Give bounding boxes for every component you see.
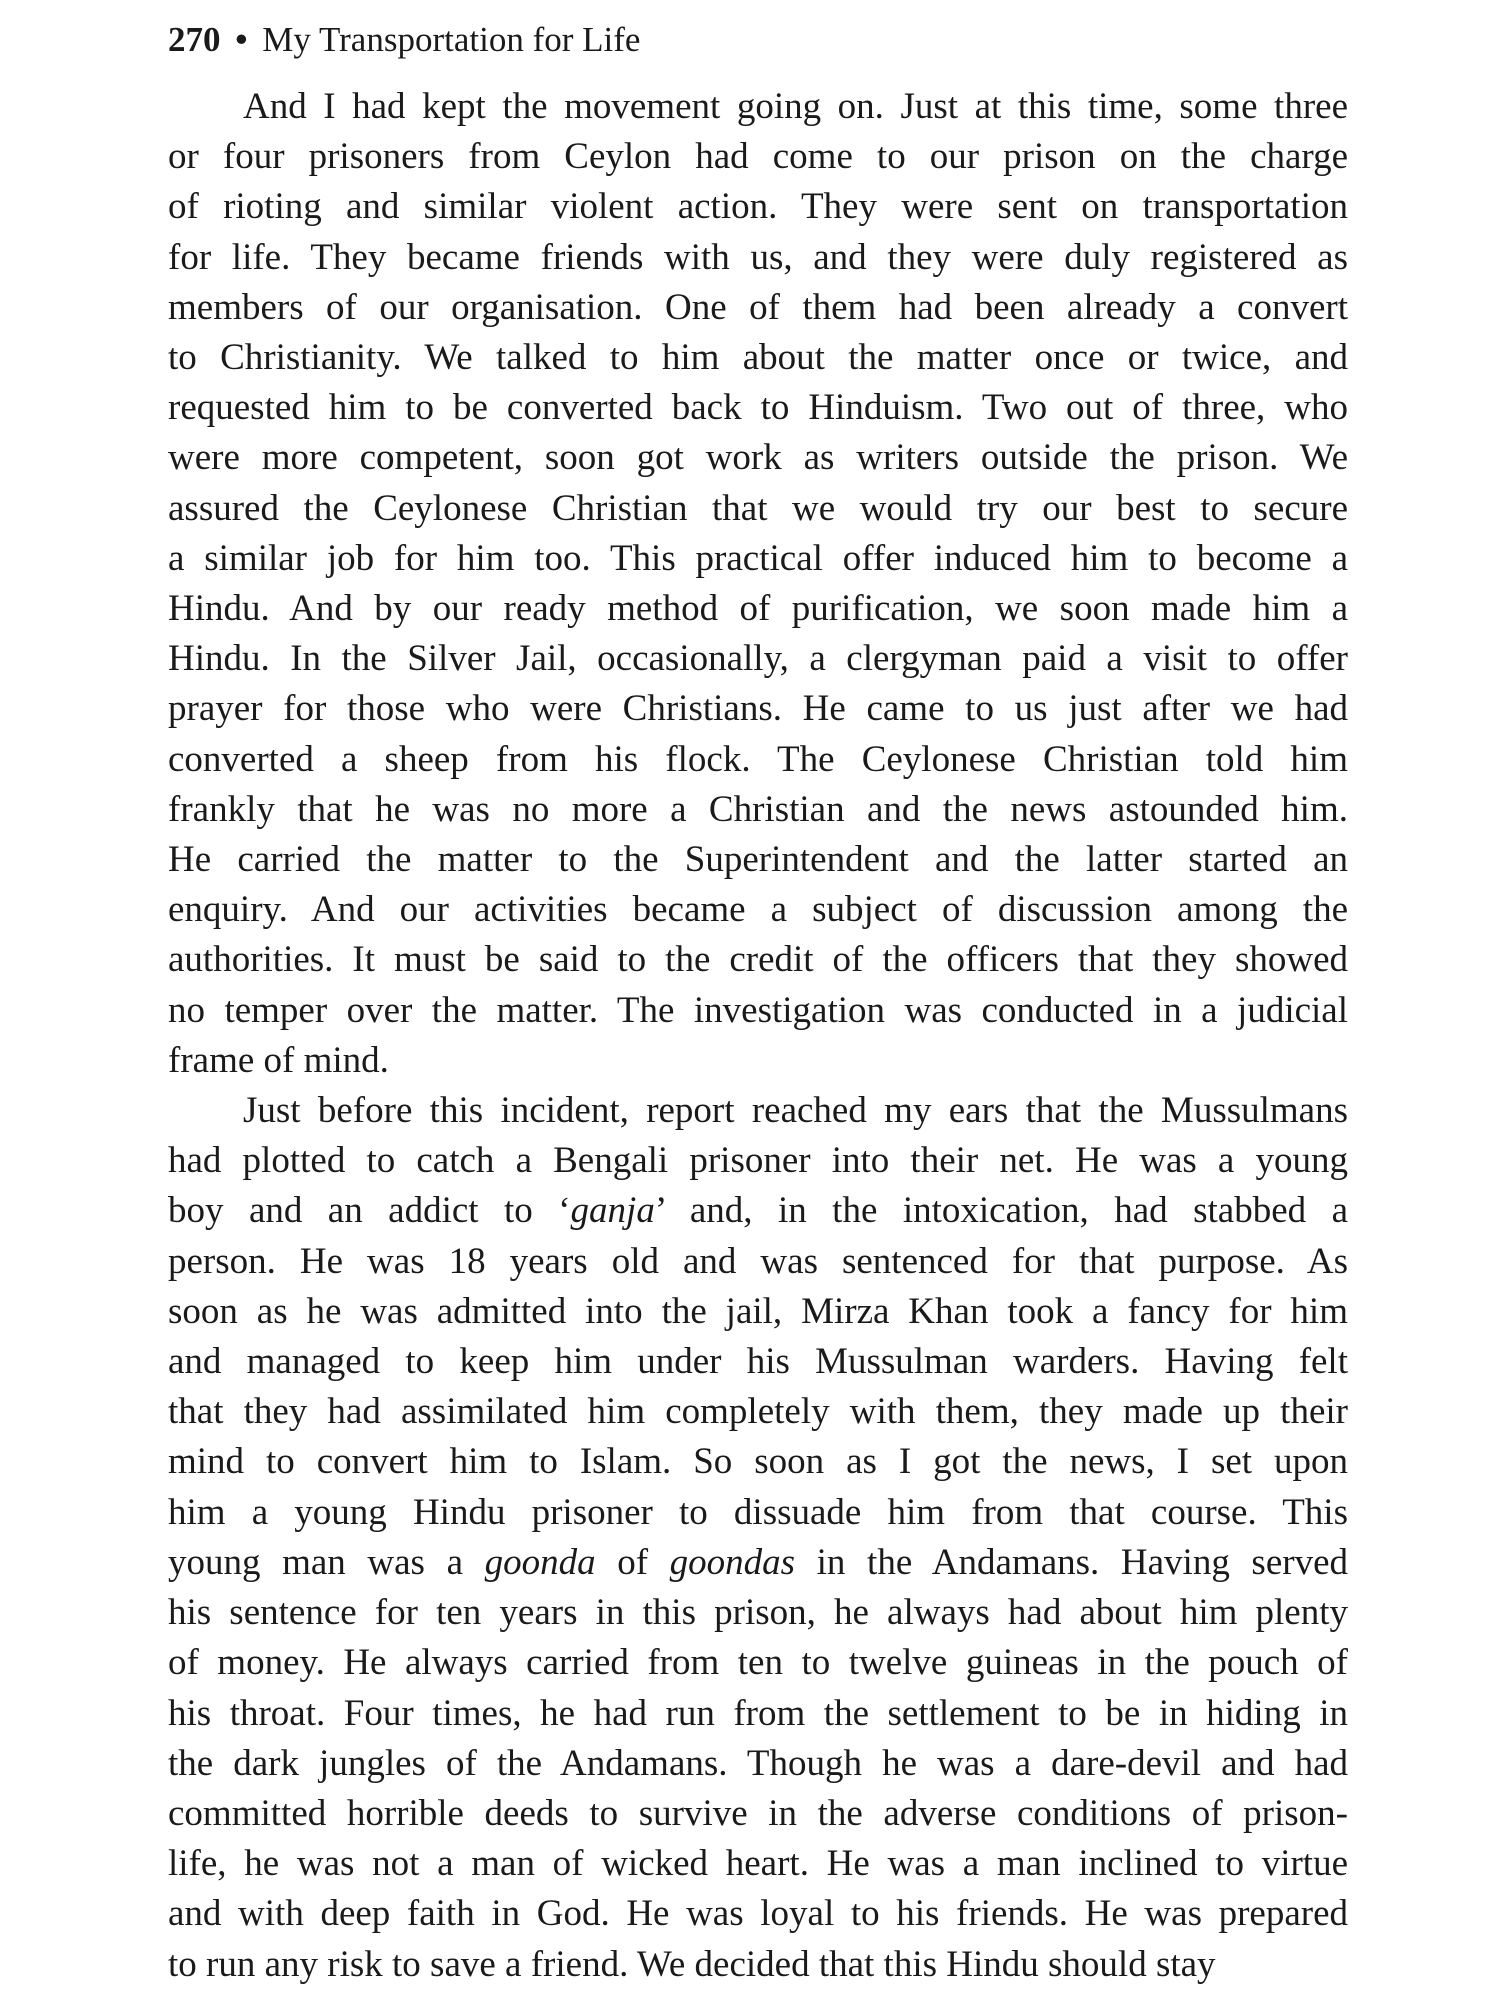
page-number: 270	[168, 20, 221, 59]
text-line: boy and an addict to ‘ganja’ and, in the intoxication, had stabbed a	[168, 1190, 1348, 1232]
text-line: the dark jungles of the Andamans. Though he was a dare-devil and had	[168, 1742, 1348, 1784]
running-header	[168, 20, 1348, 60]
text-line: soon as he was admitted into the jail, Mirza Khan took a fancy for him	[168, 1290, 1348, 1332]
book-title: My Transportation for Life	[262, 20, 641, 59]
text-line: him a young Hindu prisoner to dissuade him from that course. This	[168, 1491, 1348, 1533]
text-line: of money. He always carried from ten to twelve guineas in the pouch of	[168, 1642, 1348, 1684]
text-line: Hindu. And by our ready method of purification, we soon made him a	[168, 588, 1348, 630]
text-line: enquiry. And our activities became a subject of discussion among the	[168, 889, 1348, 931]
text-line: no temper over the matter. The investigation was conducted in a judicial	[168, 989, 1348, 1031]
text-line: life, he was not a man of wicked heart. He was a man inclined to virtue	[168, 1843, 1348, 1885]
text-line: assured the Ceylonese Christian that we would try our best to secure	[168, 487, 1348, 529]
text-line: members of our organisation. One of them had been already a convert	[168, 286, 1348, 328]
text-line: his throat. Four times, he had run from the settlement to be in hiding in	[168, 1692, 1348, 1734]
text-line: and with deep faith in God. He was loyal to his friends. He was prepared	[168, 1893, 1348, 1935]
text-line: were more competent, soon got work as writers outside the prison. We	[168, 437, 1348, 479]
text-line: and managed to keep him under his Mussulman warders. Having felt	[168, 1341, 1348, 1383]
text-line: prayer for those who were Christians. He came to us just after we had	[168, 688, 1348, 730]
text-line: Hindu. In the Silver Jail, occasionally, a clergyman paid a visit to offer	[168, 638, 1348, 680]
text-line: frankly that he was no more a Christian and the news astounded him.	[168, 788, 1348, 830]
text-line: had plotted to catch a Bengali prisoner into their net. He was a young	[168, 1140, 1348, 1182]
text-line: committed horrible deeds to survive in the adverse conditions of prison-	[168, 1792, 1348, 1834]
text-line: a similar job for him too. This practical offer induced him to become a	[168, 537, 1348, 579]
text-line: And I had kept the movement going on. Just at this time, some three	[243, 86, 1348, 127]
text-line: young man was a goonda of goondas in the Andamans. Having served	[168, 1541, 1349, 1583]
text-line: for life. They became friends with us, and they were duly registered as	[168, 236, 1348, 278]
text-line: that they had assimilated him completely with them, they made up their	[168, 1391, 1348, 1433]
text-line: Just before this incident, report reached my ears that the Mussulmans	[243, 1090, 1348, 1132]
text-line: person. He was 18 years old and was sentenced for that purpose. As	[168, 1240, 1348, 1282]
paragraph-1	[168, 82, 1348, 1086]
book-page	[168, 20, 1348, 1990]
text-line: converted a sheep from his flock. The Ceylonese Christian told him	[168, 738, 1348, 780]
text-line: to Christianity. We talked to him about the matter once or twice, and	[168, 337, 1348, 379]
text-line: or four prisoners from Ceylon had come to our prison on the charge	[168, 136, 1348, 178]
text-line: He carried the matter to the Superintendent and the latter started an	[168, 839, 1348, 881]
text-line: of rioting and similar violent action. They were sent on transportation	[168, 186, 1348, 228]
text-line: to run any risk to save a friend. We decided that this Hindu should stay	[168, 1943, 1216, 1985]
text-line: frame of mind.	[168, 1039, 389, 1081]
text-line: requested him to be converted back to Hinduism. Two out of three, who	[168, 387, 1348, 429]
text-line: his sentence for ten years in this prison, he always had about him plenty	[168, 1592, 1348, 1634]
text-line: authorities. It must be said to the credit of the officers that they showed	[168, 939, 1348, 981]
paragraph-2	[168, 1086, 1348, 1990]
text-line: mind to convert him to Islam. So soon as I got the news, I set upon	[168, 1441, 1348, 1483]
header-separator: •	[235, 20, 248, 59]
